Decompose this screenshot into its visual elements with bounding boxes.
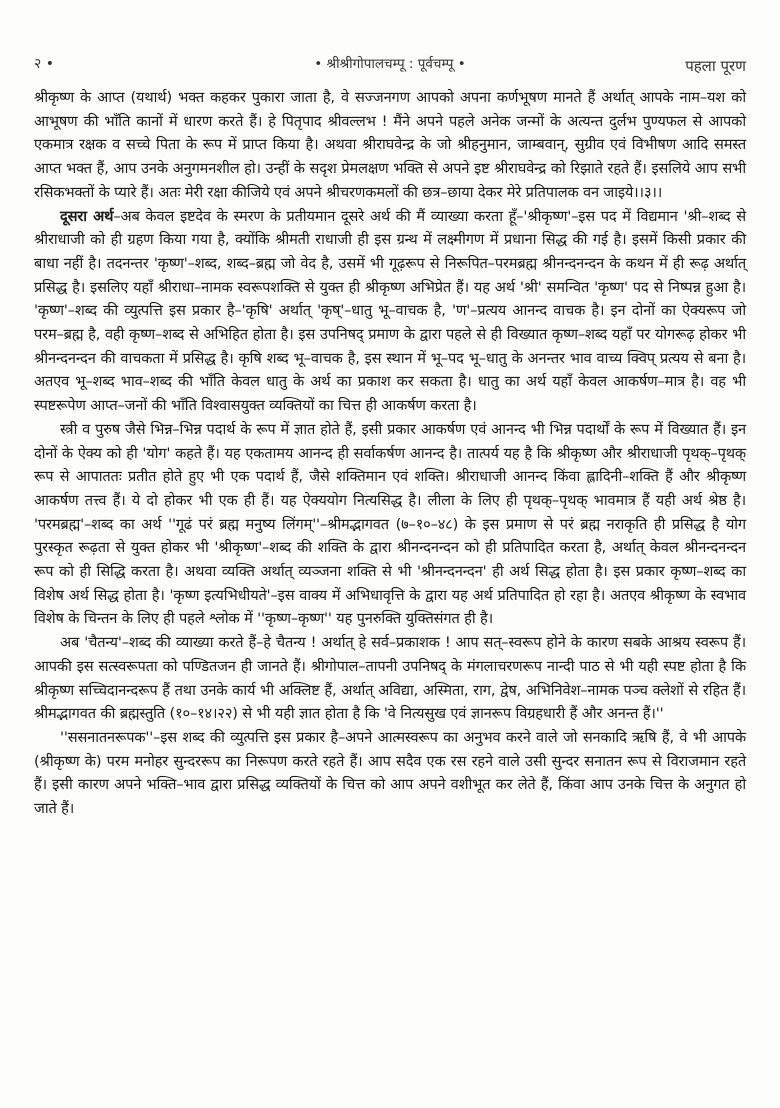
paragraph-5 xyxy=(34,726,746,821)
paragraph-3 xyxy=(34,418,746,631)
paragraph-text: श्रीकृष्ण के आप्त (यथार्थ) भक्त कहकर पुकारा जाता है, वे सज्जनगण आपको अपना कर्णभूषण मानते हैं अर्थात् आपके नाम–यश को आभूषण की भाँति कानों में धारण करते हैं। हे पितृपाद श्रीवल्लभ ! मैंने अपने पहले अनेक जन्मों के अत्यन्त दुर्लभ पुण्यफल से आपको एकमात्र रक्षक व सच्चे पिता के रूप में प्राप्त किया है। अथवा श्रीराघवेन्द्र के जो श्रीहनुमान, जाम्बवान्, सुग्रीव एवं विभीषण आदि समस्त आप्त भक्त हैं, आप उनके अनुगमनशील हो। उन्हीं के सदृश प्रेमलक्षण भक्ति से अपने इष्ट श्रीराघवेन्द्र को रिझाते रहते हैं। इसलिये आप सभी रसिकभक्तों के प्यारे हैं। अतः मेरी रक्षा कीजिये एवं अपने श्रीचरणकमलों की छत्र–छाया देकर मेरे प्रतिपालक वन जाइये।।३।। xyxy=(34,89,746,201)
page-number: २ • xyxy=(34,56,54,72)
running-header xyxy=(34,52,746,78)
paragraph-text: –अब केवल इष्टदेव के स्मरण के प्रतीयमान दूसरे अर्थ की मैं व्याख्या करता हूँ–'श्रीकृष्ण'–इस पद में विद्यमान 'श्री–शब्द से श्रीराधाजी को ही ग्रहण किया गया है, क्योंकि श्रीमती राधाजी ही इस ग्रन्थ में लक्ष्मीगण में प्रधाना सिद्ध की गई है। इसमें किसी प्रकार की बाधा नहीं है। तदनन्तर 'कृष्ण'–शब्द, शब्द–ब्रह्म जो वेद है, उसमें भी गूढ़रूप से निरूपित–परमब्रह्म श्रीनन्दनन्दन के कथन में ही रूढ़ अर्थात् प्रसिद्ध है। इसलिए यहाँ श्रीराधा–नामक स्वरूपशक्ति से युक्त ही श्रीकृष्ण अभिप्रेत हैं। यह अर्थ 'श्री' समन्वित 'कृष्ण' पद से निष्पन्न हुआ है। 'कृष्ण'–शब्द की व्युत्पत्ति इस प्रकार है–'कृषि' अर्थात् 'कृष्'–धातु भू–वाचक है, 'ण'–प्रत्यय आनन्द वाचक है। इन दोनों का ऐक्यरूप जो परम–ब्रह्म है, वही कृष्ण–शब्द से अभिहित होता है। इस उपनिषद् प्रमाण के द्वारा पहले से ही विख्यात कृष्ण–शब्द यहाँ पर योगरूढ़ होकर भी श्रीनन्दनन्दन की वाचकता में प्रसिद्ध है। कृषि शब्द भू–वाचक है, इस स्थान में भू–पद भू–धातु के अनन्तर भाव वाच्य क्विप् प्रत्यय से बना है। अतएव भू–शब्द भाव–शब्द की भाँति केवल धातु के अर्थ का प्रकाश कर सकता है। धातु का अर्थ यहाँ केवल आकर्षण–मात्र है। वह भी स्पष्टरूपेण आप्त–जनों की भाँति विश्वासयुक्त व्यक्तियों का चित्त ही आकर्षण करता है। xyxy=(34,207,746,415)
paragraph-lead: दूसरा अर्थ xyxy=(60,207,114,225)
paragraph-text: अब 'चैतन्य'–शब्द की व्याख्या करते हैं–हे चैतन्य ! अर्थात् हे सर्व–प्रकाशक ! आप सत्–स्वरूप होने के कारण सबके आश्रय स्वरूप हैं। आपकी इस सत्स्वरूपता को पण्डितजन ही जानते हैं। श्रीगोपाल–तापनी उपनिषद् के मंगलाचरणरूप नान्दी पाठ से भी यही स्पष्ट होता है कि श्रीकृष्ण सच्चिदानन्दरूप हैं तथा उनके कार्य भी अक्लिष्ट हैं, अर्थात् अविद्या, अस्मिता, राग, द्वेष, अभिनिवेश–नामक पञ्च क्लेशों से रहित हैं। श्रीमद्भागवत की ब्रह्मस्तुति (१०–१४।२२) से भी यही ज्ञात होता है कि 'वे नित्यसुख एवं ज्ञानरूप विग्रहधारी हैं और अनन्त हैं।'' xyxy=(34,634,746,723)
paragraph-2 xyxy=(34,205,746,418)
paragraph-text: स्त्री व पुरुष जैसे भिन्न–भिन्न पदार्थ के रूप में ज्ञात होते हैं, इसी प्रकार आकर्षण एवं आनन्द भी भिन्न पदार्थों के रूप में विख्यात हैं। इन दोनों के ऐक्य को ही 'योग' कहते हैं। यह एकतामय आनन्द ही सर्वाकर्षण आनन्द है। तात्पर्य यह है कि श्रीकृष्ण और श्रीराधाजी पृथक्–पृथक् रूप से आपाततः प्रतीत होते हुए भी एक पदार्थ हैं, जैसे शक्तिमान एवं शक्ति। श्रीराधाजी आनन्द किंवा ह्लादिनी–शक्ति हैं और श्रीकृष्ण आकर्षण तत्त्व हैं। ये दो होकर भी एक ही हैं। यह ऐक्ययोग नित्यसिद्ध है। लीला के लिए ही पृथक्–पृथक् भावमात्र हैं यही अर्थ श्रेष्ठ है। 'परमब्रह्म'–शब्द का अर्थ ''गूढं परं ब्रह्म मनुष्य लिंगम्''–श्रीमद्भागवत (७–१०–४८) के इस प्रमाण से परं ब्रह्म नराकृति ही प्रसिद्ध है योग पुरस्कृत रूढ़ता से युक्त होकर भी 'श्रीकृष्ण'–शब्द की शक्ति के द्वारा श्रीनन्दनन्दन को ही प्रतिपादित करता है, अर्थात् केवल श्रीनन्दनन्दन रूप को ही सिद्धि करता है। अथवा व्यक्ति अर्थात् व्यञ्जना शक्ति से भी 'श्रीनन्दनन्दन' ही अर्थ सिद्ध होता है। इस प्रकार कृष्ण–शब्द का विशेष अर्थ सिद्ध होता है। 'कृष्ण इत्यभिधीयते'–इस वाक्य में अभिधावृत्ति के द्वारा यह अर्थ प्रतिपादित हो रहा है। अतएव श्रीकृष्ण के स्वभाव विशेष के चिन्तन के लिए ही पहले श्लोक में ''कृष्ण–कृष्ण'' यह पुनरुक्ति युक्तिसंगत ही है। xyxy=(34,420,746,628)
body-text xyxy=(34,86,746,821)
book-title: • श्रीश्रीगोपालचम्पू : पूर्वचम्पू • xyxy=(314,56,466,72)
chapter-title: पहला पूरण xyxy=(685,57,746,75)
paragraph-text: ''ससनातनरूपक''–इस शब्द की व्युत्पत्ति इस प्रकार है–अपने आत्मस्वरूप का अनुभव करने वाले जो सनकादि ऋषि हैं, वे भी आपके (श्रीकृष्ण के) परम मनोहर सुन्दररूप का निरूपण करते रहते हैं। आप सदैव एक रस रहने वाले उसी सुन्दर सनातन रूप से विराजमान रहते हैं। इसी कारण अपने भक्ति–भाव द्वारा प्रसिद्ध व्यक्तियों के चित्त को आप अपने वशीभूत कर लेते हैं, किंवा आप उनके चित्त के अनुगत हो जाते हैं। xyxy=(34,728,746,818)
paragraph-1 xyxy=(34,86,746,205)
paragraph-4 xyxy=(34,631,746,726)
